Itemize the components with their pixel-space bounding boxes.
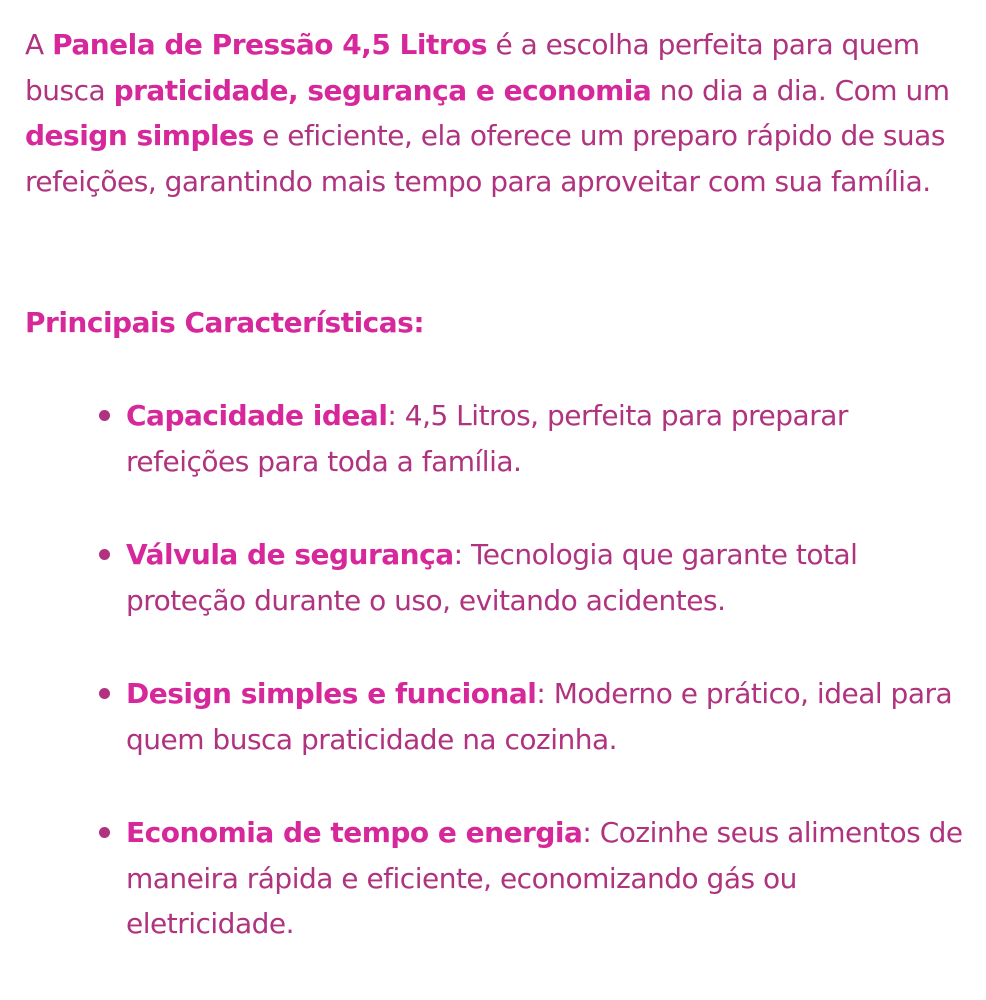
intro-benefits: praticidade, segurança e economia: [113, 73, 652, 107]
feature-item-capacity: [25, 393, 970, 484]
intro-text-2: é a escolha perfeita para quem busca: [25, 28, 920, 107]
feature-description: : Cozinhe seus alimentos de maneira rápida e eficiente, economizando gás ou eletricidade.: [126, 816, 963, 940]
feature-item-design: [25, 671, 970, 762]
intro-design: design simples: [25, 119, 254, 152]
bullet-icon: [99, 688, 110, 699]
feature-item-economy: [25, 810, 970, 947]
intro-text-1: A: [25, 28, 53, 61]
feature-title: Capacidade ideal: [126, 399, 388, 432]
bullet-icon: [99, 410, 110, 421]
feature-description: : Tecnologia que garante total proteção durante o uso, evitando acidentes.: [126, 538, 858, 617]
feature-description: : 4,5 Litros, perfeita para preparar refeições para toda a família.: [126, 399, 848, 478]
feature-title: Válvula de segurança: [126, 538, 454, 571]
product-description: [25, 22, 970, 204]
feature-title: Design simples e funcional: [126, 677, 537, 710]
intro-product-name: Panela de Pressão 4,5 Litros: [52, 28, 488, 61]
intro-paragraph: [25, 22, 970, 204]
features-heading: Principais Características:: [25, 306, 425, 339]
bullet-icon: [99, 549, 110, 560]
intro-text-4: e eficiente, ela oferece um preparo rápido de suas refeições, garantindo mais tempo para aproveitar com sua família.: [25, 119, 945, 198]
feature-item-safety-valve: [25, 532, 970, 623]
feature-title: Economia de tempo e energia: [126, 816, 583, 849]
intro-text-3: no dia a dia. Com um: [651, 73, 950, 107]
bullet-icon: [99, 827, 110, 838]
features-list: [25, 393, 970, 995]
feature-description: : Moderno e prático, ideal para quem busca praticidade na cozinha.: [126, 677, 953, 756]
